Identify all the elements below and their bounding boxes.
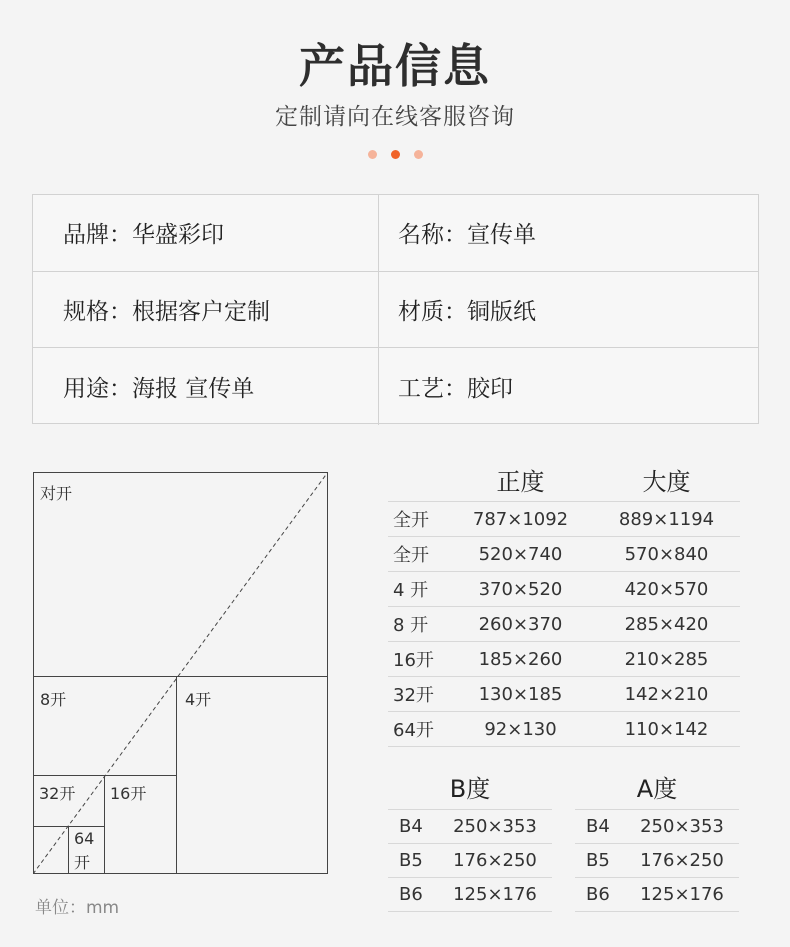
- info-brand: 品牌：华盛彩印: [33, 195, 379, 271]
- size-name: 64开: [393, 720, 434, 741]
- size-dadu: 285×420: [624, 613, 709, 635]
- info-usage: 用途：海报 宣传单: [33, 348, 379, 425]
- size-zhengdu: 520×740: [478, 543, 563, 565]
- b-size-table: [388, 770, 552, 912]
- b-size-row: [388, 844, 552, 878]
- info-row: [33, 348, 758, 425]
- page-subtitle: 定制请向在线客服咨询: [275, 104, 515, 130]
- info-name: 名称：宣传单: [398, 222, 536, 249]
- product-info-table: [32, 194, 759, 424]
- diagonal-line: [33, 472, 328, 874]
- label-64kai-line2: 开: [74, 853, 91, 872]
- b-size-value: 125×176: [453, 884, 537, 905]
- size-name: 32开: [393, 685, 434, 706]
- size-name: 16开: [393, 650, 434, 671]
- size-name: 8 开: [393, 615, 429, 636]
- a-size-table: [575, 770, 739, 912]
- size-zhengdu: 260×370: [478, 613, 563, 635]
- size-name: 全开: [393, 545, 429, 566]
- size-row: [388, 642, 740, 677]
- size-row: [388, 572, 740, 607]
- b-size-row: [388, 810, 552, 844]
- b-size-row: [388, 878, 552, 912]
- size-row: [388, 607, 740, 642]
- info-row: [33, 272, 758, 349]
- a-size-value: 176×250: [640, 850, 724, 871]
- decorative-dots: [0, 150, 790, 159]
- size-zhengdu: 787×1092: [472, 508, 569, 530]
- paper-size-diagram: [33, 472, 328, 874]
- size-dadu: 570×840: [624, 543, 709, 565]
- a-size-value: 125×176: [640, 884, 724, 905]
- a-size-value: 250×353: [640, 816, 724, 837]
- b-size-value: 250×353: [453, 816, 537, 837]
- size-row: [388, 537, 740, 572]
- label-8kai: 8开: [40, 690, 67, 709]
- size-row: [388, 712, 740, 747]
- size-dadu: 889×1194: [618, 508, 715, 530]
- size-dadu: 210×285: [624, 648, 709, 670]
- label-64kai-line1: 64: [74, 829, 95, 848]
- b-size-key: B4: [399, 816, 423, 837]
- size-name: 全开: [393, 510, 429, 531]
- size-name: 4 开: [393, 580, 429, 601]
- size-zhengdu: 185×260: [478, 648, 563, 670]
- b-size-key: B6: [399, 884, 423, 905]
- size-zhengdu: 92×130: [484, 718, 557, 740]
- b-table-header: B度: [388, 770, 552, 810]
- label-4kai: 4开: [185, 690, 212, 709]
- label-duikai: 对开: [40, 484, 73, 503]
- size-zhengdu: 130×185: [478, 683, 563, 705]
- b-size-key: B5: [399, 850, 423, 871]
- label-32kai: 32开: [39, 784, 76, 803]
- header-zhengdu: 正度: [496, 468, 545, 496]
- a-table-header: A度: [575, 770, 739, 810]
- label-16kai: 16开: [110, 784, 147, 803]
- paper-size-table: [388, 458, 740, 747]
- info-spec: 规格：根据客户定制: [33, 272, 379, 348]
- size-zhengdu: 370×520: [478, 578, 563, 600]
- size-row: [388, 502, 740, 537]
- info-material: 材质：铜版纸: [398, 298, 536, 325]
- a-size-row: [575, 844, 739, 878]
- a-size-key: B4: [586, 816, 610, 837]
- size-dadu: 420×570: [624, 578, 709, 600]
- dot-center: [391, 150, 400, 159]
- unit-note: 单位：mm: [35, 898, 120, 918]
- size-row: [388, 677, 740, 712]
- info-process: 工艺：胶印: [398, 375, 513, 402]
- size-dadu: 110×142: [624, 718, 709, 740]
- page-title: 产品信息: [299, 39, 491, 93]
- a-size-row: [575, 810, 739, 844]
- a-size-key: B5: [586, 850, 610, 871]
- size-table-header: [388, 458, 740, 502]
- b-size-value: 176×250: [453, 850, 537, 871]
- info-row: [33, 195, 758, 272]
- dot-left: [368, 150, 377, 159]
- size-dadu: 142×210: [624, 683, 709, 705]
- a-size-key: B6: [586, 884, 610, 905]
- a-size-row: [575, 878, 739, 912]
- dot-right: [414, 150, 423, 159]
- header-dadu: 大度: [642, 468, 691, 496]
